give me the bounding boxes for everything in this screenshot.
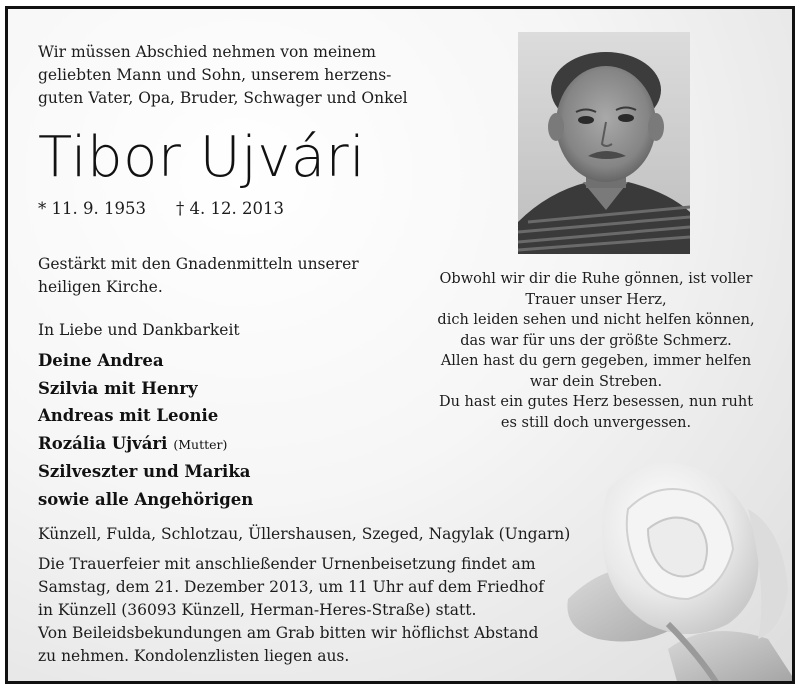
blessing-text bbox=[38, 253, 359, 299]
funeral-line: Samstag, dem 21. Dezember 2013, um 11 Uhr auf dem Friedhof bbox=[38, 578, 544, 596]
funeral-info bbox=[38, 553, 544, 668]
poem bbox=[432, 269, 760, 433]
blessing-line: heiligen Kirche. bbox=[38, 278, 163, 296]
blessing-line: Gestärkt mit den Gnadenmitteln unserer bbox=[38, 255, 359, 273]
places-line: Künzell, Fulda, Schlotzau, Üllershausen, Szeged, Nagylak (Ungarn) bbox=[38, 525, 571, 543]
portrait-photo bbox=[518, 32, 690, 254]
poem-line: Du hast ein gutes Herz besessen, nun ruht bbox=[438, 394, 754, 410]
family-member: Szilvia mit Henry bbox=[38, 378, 198, 398]
intro-line: Wir müssen Abschied nehmen von meinem bbox=[38, 43, 376, 61]
mother-note: (Mutter) bbox=[173, 436, 228, 452]
poem-line: es still doch unvergessen. bbox=[500, 414, 692, 431]
funeral-line: Die Trauerfeier mit anschließender Urnenbeisetzung findet am bbox=[38, 555, 536, 573]
birth-date: * 11. 9. 1953 bbox=[38, 199, 146, 218]
funeral-line: zu nehmen. Kondolenzlisten liegen aus. bbox=[38, 647, 350, 665]
family-list bbox=[38, 347, 253, 513]
poem-line: Trauer unser Herz, bbox=[525, 291, 667, 308]
death-date: † 4. 12. 2013 bbox=[176, 199, 284, 218]
family-member: Szilveszter und Marika bbox=[38, 462, 251, 481]
obituary-card bbox=[5, 6, 795, 684]
family-member-name: Rozália Ujvári bbox=[38, 433, 168, 453]
family-member: Andreas mit Leonie bbox=[38, 406, 219, 425]
poem-line: Obwohl wir dir die Ruhe gönnen, ist voller bbox=[439, 271, 753, 287]
gratitude-line: In Liebe und Dankbarkeit bbox=[38, 321, 240, 339]
poem-line: das war für uns der größte Schmerz. bbox=[460, 332, 732, 349]
intro-line: geliebten Mann und Sohn, unserem herzens- bbox=[38, 66, 392, 84]
deceased-name: Tibor Ujvári bbox=[38, 125, 366, 190]
family-member: Deine Andrea bbox=[38, 351, 164, 370]
poem-line: Allen hast du gern gegeben, immer helfen bbox=[440, 353, 752, 369]
poem-line: war dein Streben. bbox=[529, 373, 663, 390]
intro-line: guten Vater, Opa, Bruder, Schwager und Onkel bbox=[38, 89, 408, 107]
intro-text bbox=[38, 41, 408, 110]
rose-illustration bbox=[548, 449, 795, 684]
funeral-line: Von Beileidsbekundungen am Grab bitten wir höflichst Abstand bbox=[38, 624, 539, 642]
funeral-line: in Künzell (36093 Künzell, Herman-Heres-Straße) statt. bbox=[38, 601, 477, 619]
poem-line: dich leiden sehen und nicht helfen können, bbox=[437, 312, 755, 328]
family-member: sowie alle Angehörigen bbox=[38, 489, 254, 509]
portrait-illustration bbox=[518, 32, 690, 254]
family-member-mother bbox=[38, 430, 253, 459]
